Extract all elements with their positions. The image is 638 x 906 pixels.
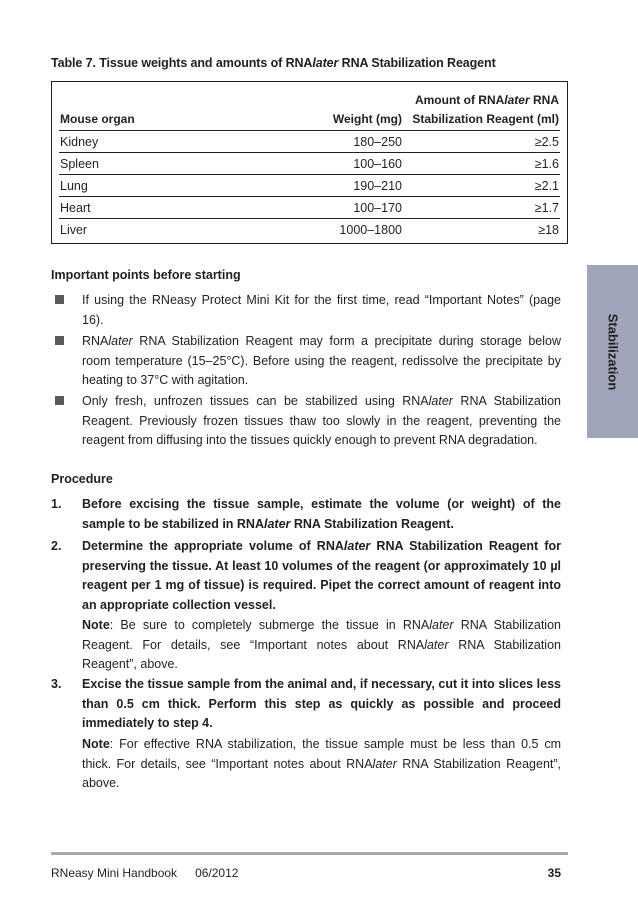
cell-organ: Liver bbox=[60, 223, 88, 237]
footer-rule bbox=[51, 852, 568, 855]
cell-amount: ≥1.7 bbox=[534, 201, 559, 215]
header-amount: Amount of RNAlater RNA Stabilization Reagent (ml) bbox=[412, 93, 559, 126]
cell-amount: ≥2.1 bbox=[534, 179, 559, 193]
cell-weight: 100–160 bbox=[353, 157, 402, 171]
cell-amount: ≥18 bbox=[538, 223, 559, 237]
tissue-weights-table bbox=[51, 81, 568, 244]
cell-weight: 180–250 bbox=[353, 135, 402, 149]
side-tab-label: Stabilization bbox=[605, 313, 620, 390]
cell-organ: Lung bbox=[60, 179, 88, 193]
step-text: Determine the appropriate volume of RNAlater RNA Stabilization Reagent for preserving the tissue. At least 10 volumes of the reagent (or approximately 10 µl reagent per 1 mg of tissue) is required. Pipet the correct amount of reagent into an appropriate collection vessel. bbox=[82, 539, 561, 612]
step-text: Excise the tissue sample from the animal and, if necessary, cut it into slices less than 0.5 cm thick. Perform this step as quickly as possible and proceed immediately to step 4. bbox=[82, 677, 561, 730]
section-side-tab bbox=[587, 265, 638, 438]
page-number: 35 bbox=[547, 866, 561, 880]
cell-amount: ≥1.6 bbox=[534, 157, 559, 171]
cell-weight: 100–170 bbox=[353, 201, 402, 215]
procedure-heading: Procedure bbox=[51, 472, 113, 486]
cell-weight: 1000–1800 bbox=[339, 223, 402, 237]
step-number: 3. bbox=[51, 677, 62, 691]
table-row bbox=[52, 153, 567, 175]
footer-info bbox=[51, 866, 256, 880]
bullet-square-icon bbox=[55, 336, 64, 345]
step-2-note: Note: Be sure to completely submerge the tissue in RNAlater RNA Stabilization Reagent. For details, see “Important notes about RNAlater RNA Stabilization Reagent”, above. bbox=[82, 618, 561, 671]
step-text: Before excising the tissue sample, estimate the volume (or weight) of the sample to be stabilized in RNAlater RNA Stabilization Reagent. bbox=[82, 497, 561, 531]
footer-date: 06/2012 bbox=[195, 866, 239, 880]
step-3-note: Note: For effective RNA stabilization, the tissue sample must be less than 0.5 cm thick. For details, see “Important notes about RNAlater RNA Stabilization Reagent”, above. bbox=[82, 737, 562, 790]
table-row bbox=[52, 131, 567, 153]
cell-weight: 190–210 bbox=[353, 179, 402, 193]
table-row bbox=[52, 197, 567, 219]
table-caption: Table 7. Tissue weights and amounts of RNAlater RNA Stabilization Reagent bbox=[51, 56, 496, 70]
step-number: 1. bbox=[51, 497, 62, 511]
cell-amount: ≥2.5 bbox=[534, 135, 559, 149]
cell-organ: Kidney bbox=[60, 135, 99, 149]
cell-organ: Heart bbox=[60, 201, 91, 215]
footer-title: RNeasy Mini Handbook bbox=[51, 866, 178, 880]
table-header bbox=[52, 82, 567, 130]
header-mouse-organ: Mouse organ bbox=[60, 112, 135, 126]
bullet-square-icon bbox=[55, 295, 64, 304]
important-heading: Important points before starting bbox=[51, 268, 241, 282]
table-row bbox=[52, 219, 567, 241]
step-number: 2. bbox=[51, 539, 62, 553]
bullet-square-icon bbox=[55, 396, 64, 405]
table-row bbox=[52, 175, 567, 197]
header-weight: Weight (mg) bbox=[332, 112, 402, 126]
handbook-page: Table 7. Tissue weights and amounts of RNAlater RNA Stabilization Reagent Mouse organ Weight (mg) Amount of RNAlater RNA Stabilization Reagent (ml) Kidney 180–250 ≥2.5 Spleen 100–160 ≥1.6 Lung 190–210 ≥2.1 Heart 100–170 ≥1.7 Liver 1000–1800 ≥18 Important points before starting If using the RNeasy Protect Mini Kit for the first time, read “Important Notes” (page 16). RNAlater RNA Stabilization Reagent may form a precipitate during storage below room temperature (15–25°C). Before using the reagent, redissolve the precipitate by heating to 37°C with agitation. Only fresh, unfrozen tissues can be stabilized using RNAlater RNA Stabilization Reagent. Previously frozen tissues thaw too slowly in the reagent, preventing the reagent from diffusing into the tissues quickly enough to prevent RNA degradation. Procedure 1. Before excising the tissue sample, estimate the volume (or weight) of the sample to be stabilized in RNAlater RNA Stabilization Reagent. 2. Determine the appropriate volume of RNAlater RNA Stabilization Reagent for preserving the tissue. At least 10 volumes of the reagent (or approximately 10 µl reagent per 1 mg of tissue) is required. Pipet the correct amount of reagent into an appropriate collection vessel. Note: Be sure to completely submerge the tissue in RNAlater RNA Stabilization Reagent. For details, see “Important notes about RNAlater RNA Stabilization Reagent”, above. 3. Excise the tissue sample from the animal and, if necessary, cut it into slices less than 0.5 cm thick. Perform this step as quickly as possible and proceed immediately to step 4. Note: For effective RNA stabilization, the tissue sample must be less than 0.5 cm thick. For details, see “Important notes about RNAlater RNA Stabilization Reagent”, above. Stabilization RNeasy Mini Handbook 06/2012 35 bbox=[0, 0, 638, 906]
cell-organ: Spleen bbox=[60, 157, 99, 171]
